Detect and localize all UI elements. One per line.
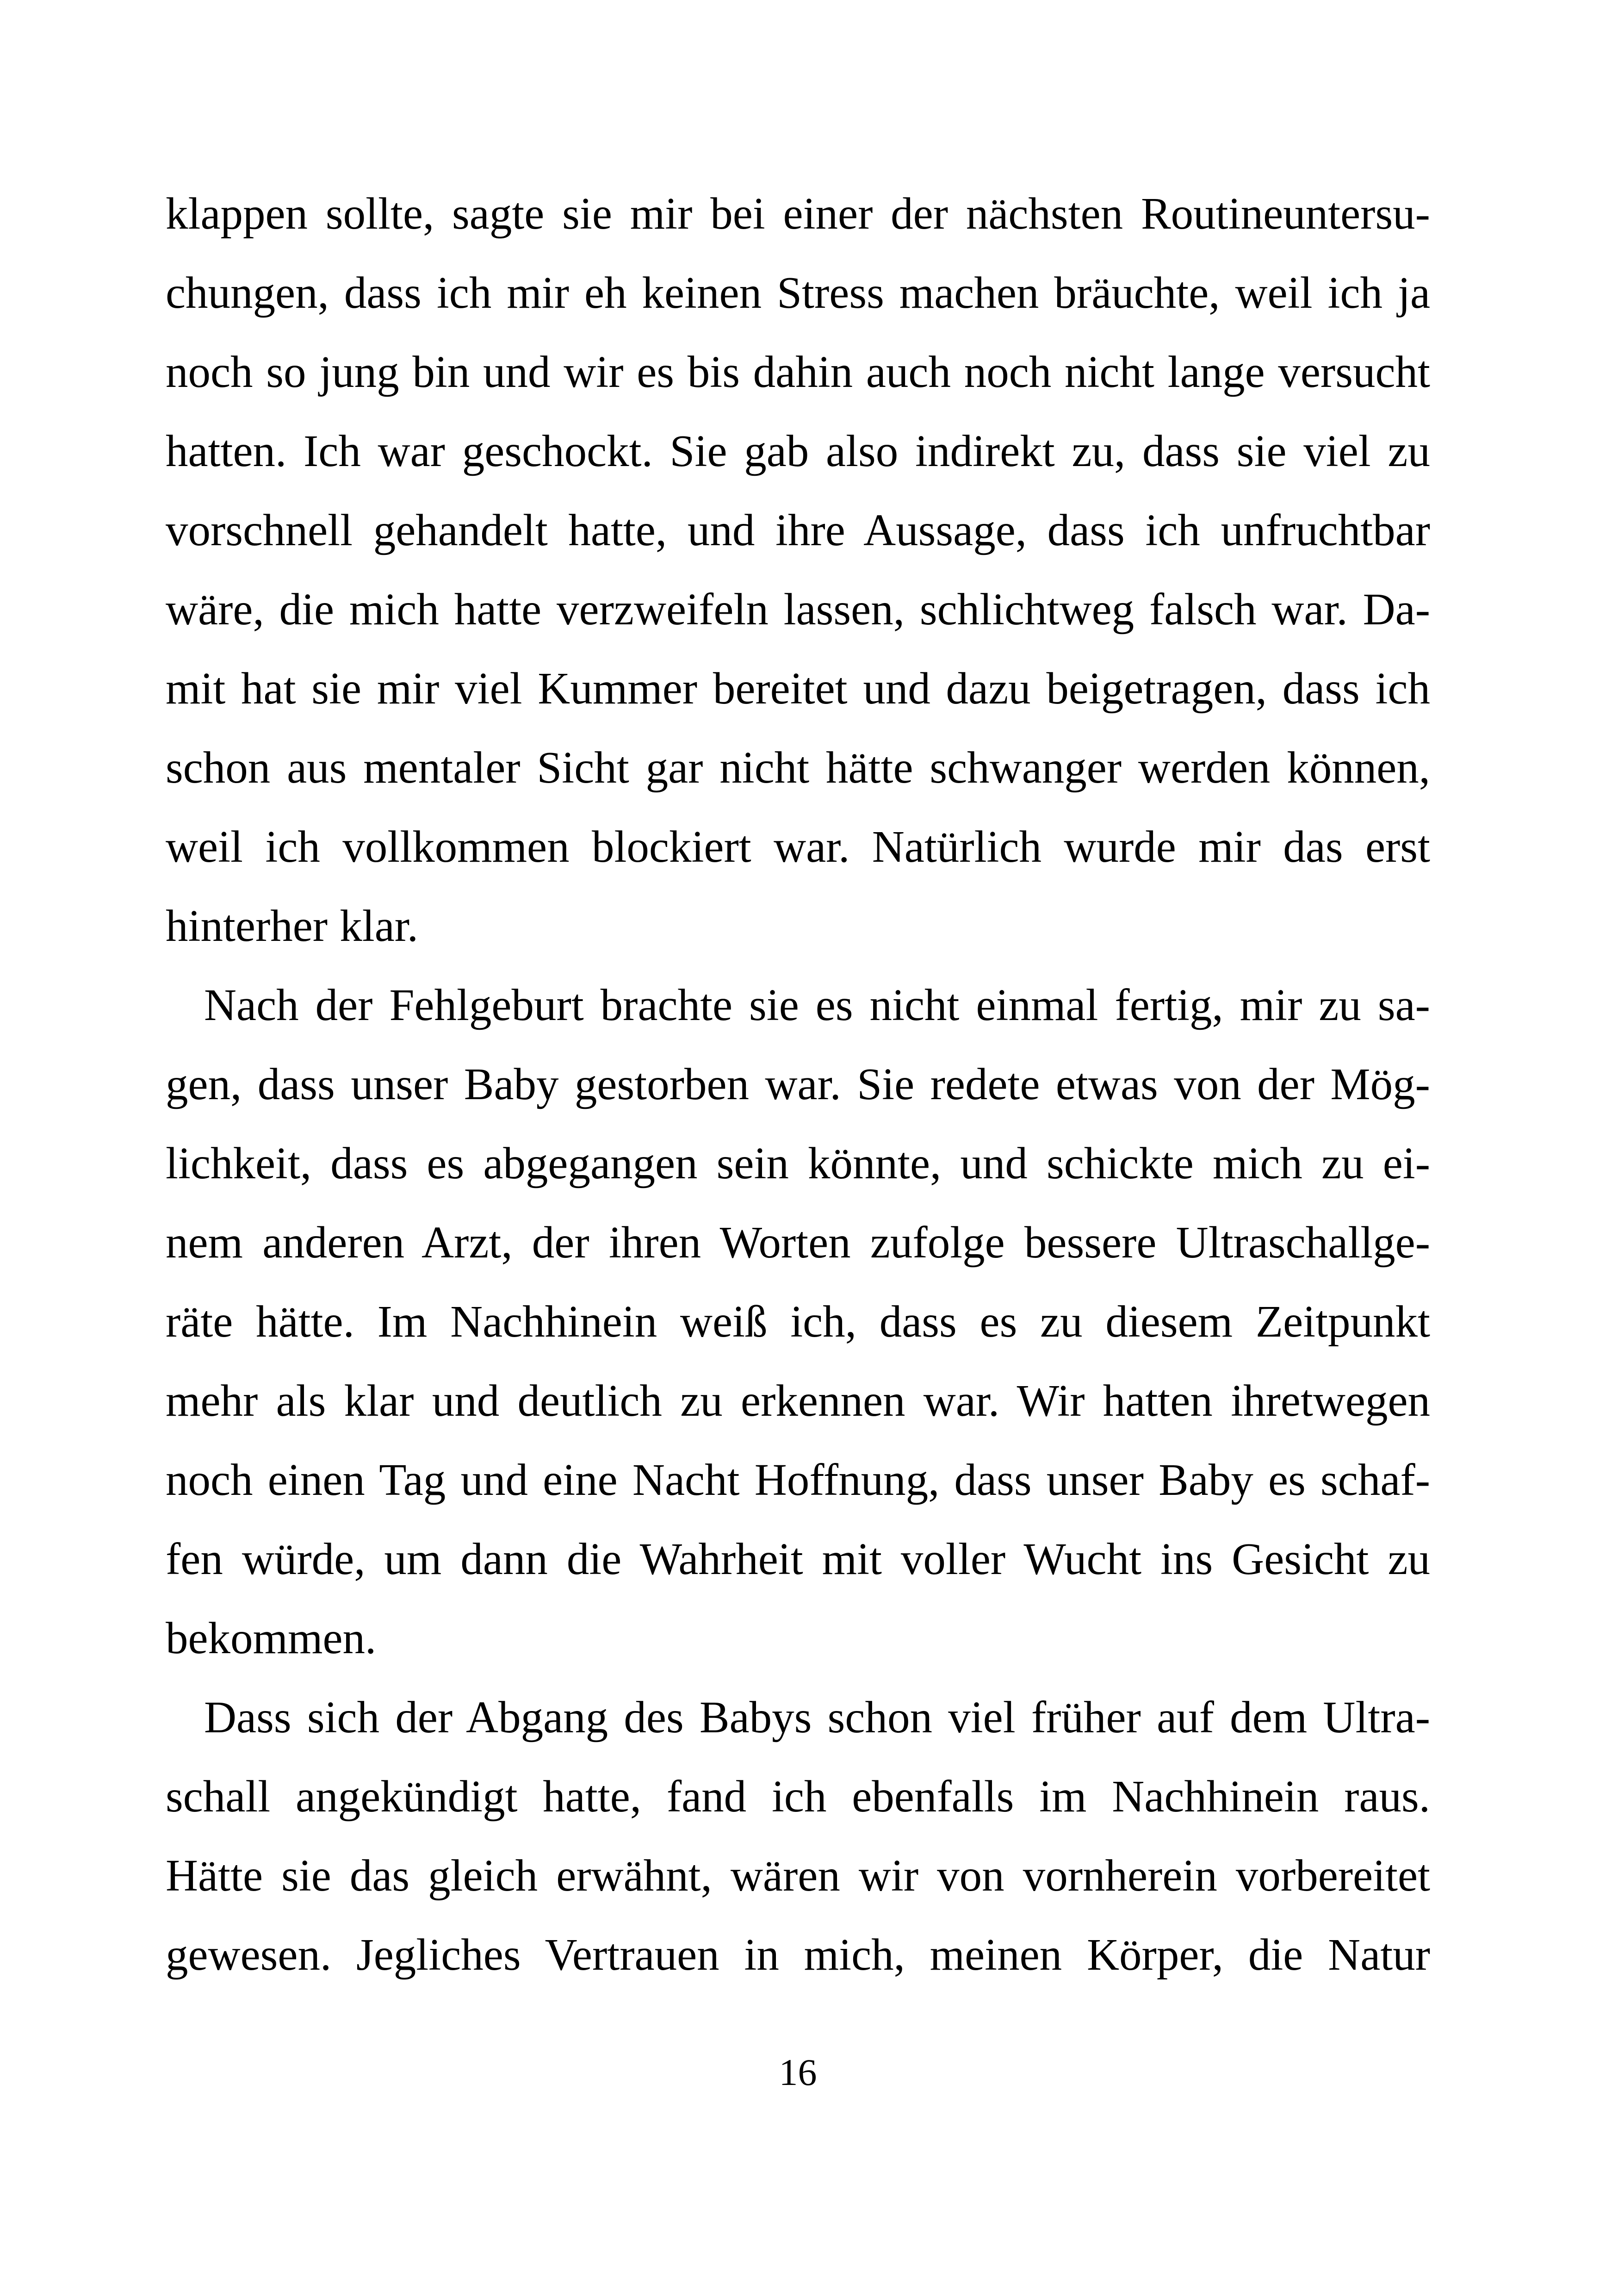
text-line: Nach der Fehlgeburt brachte sie es nicht einmal fertig, mir zu sa- (204, 980, 1430, 1030)
text-line: fen würde, um dann die Wahrheit mit voller Wucht ins Gesicht zu (166, 1534, 1430, 1584)
text-line: vorschnell gehandelt hatte, und ihre Aussage, dass ich unfruchtbar (166, 505, 1430, 555)
text-line: Hätte sie das gleich erwähnt, wären wir von vornherein vorbereitet (166, 1851, 1430, 1900)
text-line: schon aus mentaler Sicht gar nicht hätte schwanger werden können, (166, 743, 1430, 792)
text-line: wäre, die mich hatte verzweifeln lassen, schlichtweg falsch war. Da- (166, 585, 1430, 634)
text-line: weil ich vollkommen blockiert war. Natürlich wurde mir das erst (166, 822, 1430, 871)
text-line: noch so jung bin und wir es bis dahin auch noch nicht lange versucht (166, 347, 1430, 397)
text-line: chungen, dass ich mir eh keinen Stress machen bräuchte, weil ich ja (166, 268, 1430, 317)
text-line: schall angekündigt hatte, fand ich ebenfalls im Nachhinein raus. (166, 1772, 1430, 1821)
page-number: 16 (779, 2051, 817, 2093)
text-line: lichkeit, dass es abgegangen sein könnte, und schickte mich zu ei- (166, 1139, 1430, 1188)
text-line: räte hätte. Im Nachhinein weiß ich, dass es zu diesem Zeitpunkt (166, 1297, 1430, 1346)
text-line: klappen sollte, sagte sie mir bei einer der nächsten Routineuntersu- (166, 189, 1430, 238)
text-line: Dass sich der Abgang des Babys schon viel früher auf dem Ultra- (204, 1692, 1430, 1742)
text-line: hatten. Ich war geschockt. Sie gab also indirekt zu, dass sie viel zu (166, 426, 1430, 476)
text-block (166, 174, 1430, 1994)
text-line: gen, dass unser Baby gestorben war. Sie redete etwas von der Mög- (166, 1059, 1430, 1109)
text-line: nem anderen Arzt, der ihren Worten zufolge bessere Ultraschallge- (166, 1218, 1430, 1267)
text-line: bekommen. (166, 1613, 377, 1663)
text-line: mehr als klar und deutlich zu erkennen war. Wir hatten ihretwegen (166, 1376, 1430, 1425)
text-line: hinterher klar. (166, 901, 419, 951)
text-line: gewesen. Jegliches Vertrauen in mich, meinen Körper, die Natur (166, 1930, 1430, 1979)
text-line: mit hat sie mir viel Kummer bereitet und dazu beigetragen, dass ich (166, 664, 1430, 713)
text-line: noch einen Tag und eine Nacht Hoffnung, dass unser Baby es schaf- (166, 1455, 1430, 1505)
